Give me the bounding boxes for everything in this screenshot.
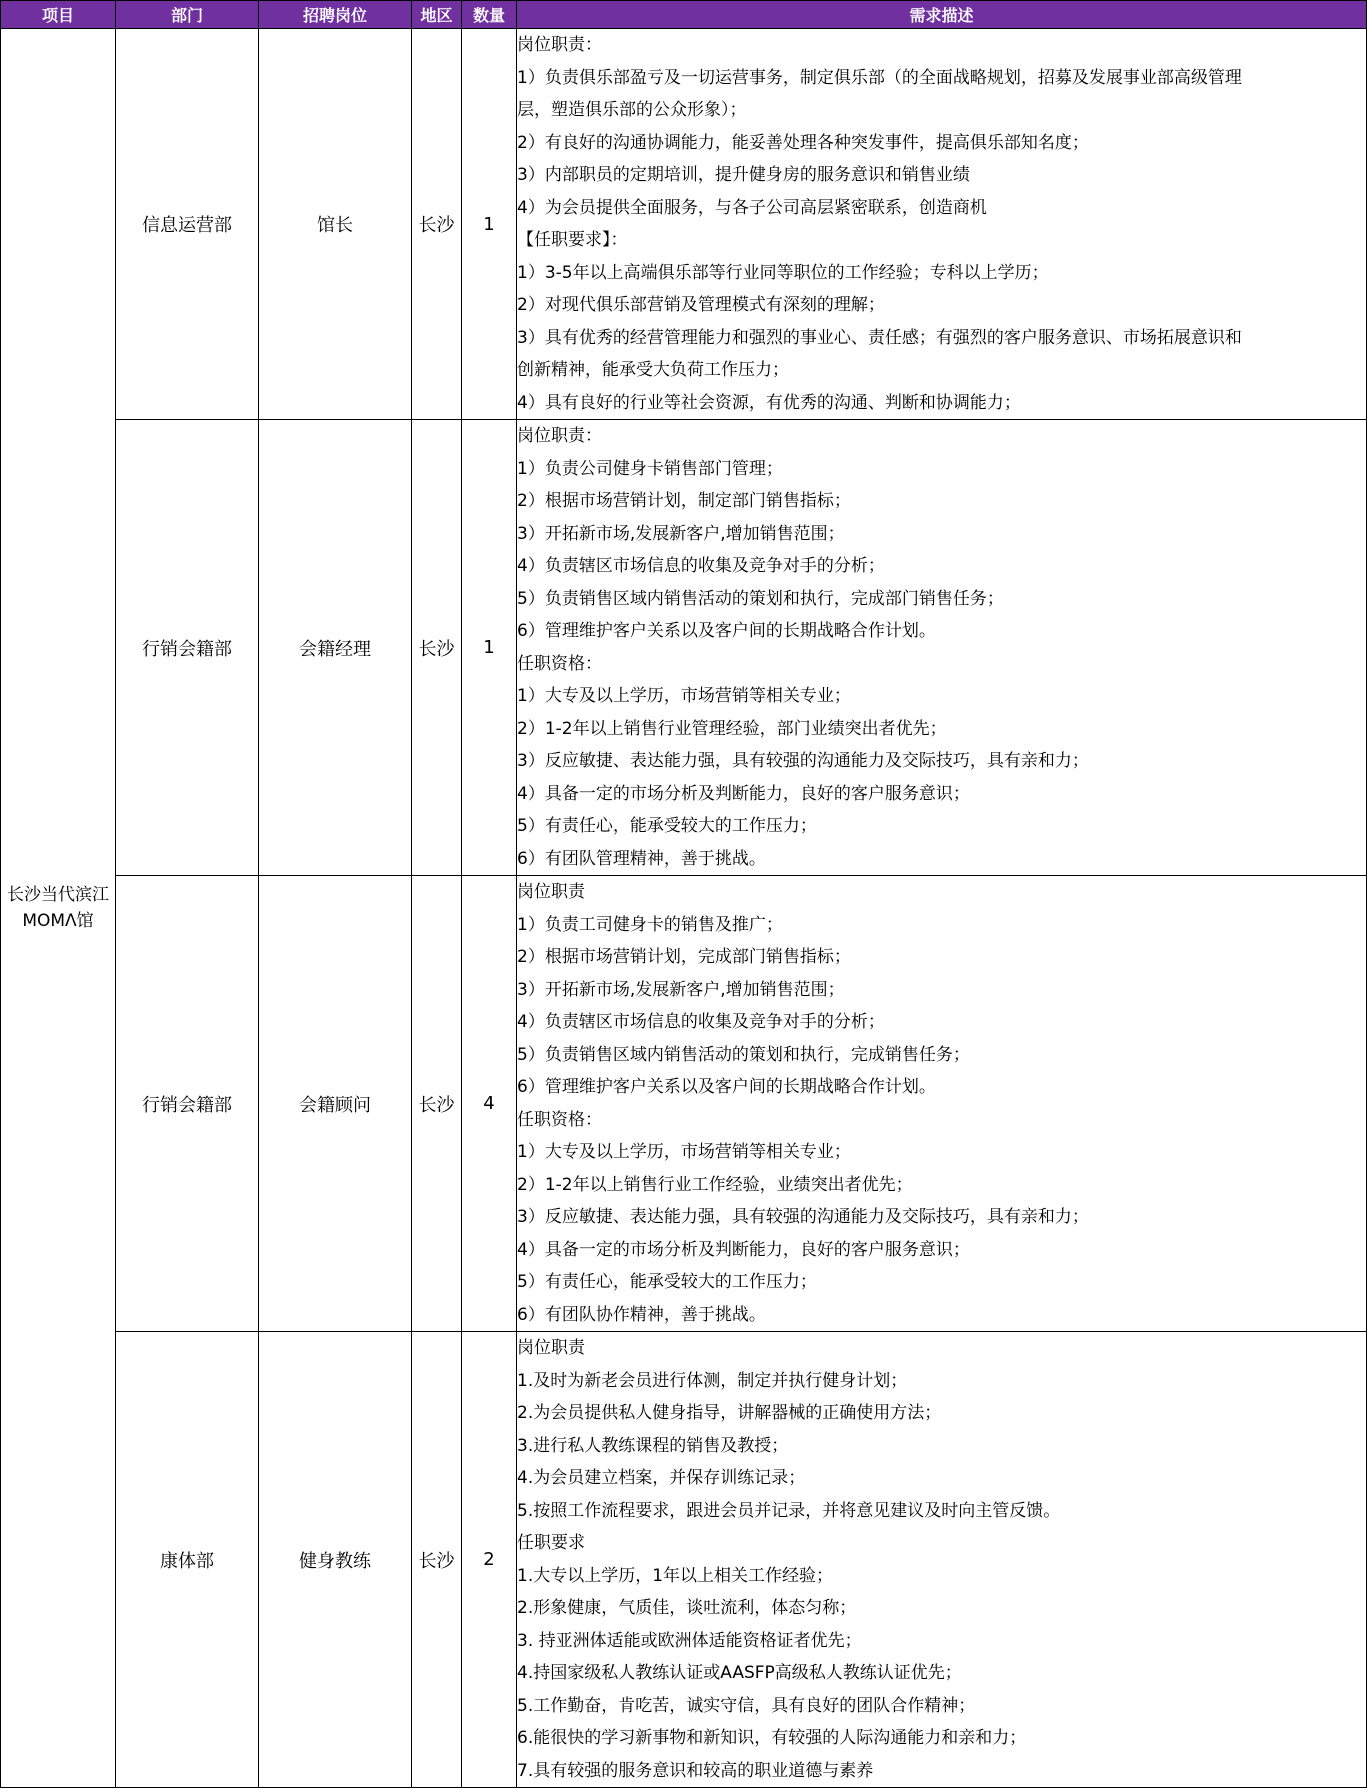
header-description: 需求描述 [517,1,1367,29]
description-line: 4）具备一定的市场分析及判断能力，良好的客户服务意识； [517,1239,970,1260]
description-line: 4）具有良好的行业等社会资源，有优秀的沟通、判断和协调能力； [517,392,1021,413]
description-line: 2）1-2年以上销售行业管理经验，部门业绩突出者优先； [517,718,947,739]
table-row [1,876,1367,1332]
description-line: 【任职要求】： [517,230,628,250]
region-cell: 长沙 [412,29,462,420]
project-name-line1: 长沙当代滨江 [7,885,109,905]
description-line: 1.及时为新老会员进行体测，制定并执行健身计划； [517,1370,908,1391]
description-line: 2）对现代俱乐部营销及管理模式有深刻的理解； [517,295,885,315]
count-cell: 1 [462,29,517,420]
description-line: 2）1-2年以上销售行业工作经验，业绩突出者优先； [517,1174,913,1195]
department-cell: 行销会籍部 [116,876,259,1332]
header-project: 项目 [1,1,116,29]
description-line: 3）开拓新市场,发展新客户,增加销售范围； [517,523,845,544]
description-cell [517,29,1367,420]
description-line: 岗位职责： [517,35,602,55]
department-cell: 信息运营部 [116,29,259,420]
region-cell: 长沙 [412,1332,462,1788]
description-line: 4）具备一定的市场分析及判断能力，良好的客户服务意识； [517,783,970,804]
count-cell: 1 [462,420,517,876]
position-cell: 馆长 [259,29,412,420]
description-line: 任职资格： [517,653,602,674]
description-line: 6）管理维护客户关系以及客户间的长期战略合作计划。 [517,1077,936,1097]
project-name-line2: MOMΛ馆 [22,911,94,931]
description-line: 1）大专及以上学历，市场营销等相关专业； [517,1142,851,1162]
description-line: 1）大专及以上学历，市场营销等相关专业； [517,686,851,706]
description-line: 1.大专以上学历，1年以上相关工作经验； [517,1565,834,1586]
description-line: 任职资格： [517,1109,602,1130]
description-line: 4）为会员提供全面服务，与各子公司高层紧密联系，创造商机 [517,197,987,218]
description-line: 5.工作勤奋，肯吃苦，诚实守信，具有良好的团队合作精神； [517,1695,976,1716]
description-line: 6）管理维护客户关系以及客户间的长期战略合作计划。 [517,621,936,641]
description-cell [517,420,1367,876]
description-line: 2）有良好的沟通协调能力，能妥善处理各种突发事件，提高俱乐部知名度； [517,132,1089,153]
description-line: 4）负责辖区市场信息的收集及竞争对手的分析； [517,556,885,576]
position-cell: 会籍顾问 [259,876,412,1332]
header-region: 地区 [412,1,462,29]
header-row [1,1,1367,29]
description-line: 6）有团队协作精神，善于挑战。 [517,1304,766,1325]
description-line: 层，塑造俱乐部的公众形象）； [517,100,747,120]
region-cell: 长沙 [412,876,462,1332]
count-cell: 2 [462,1332,517,1788]
description-line: 1）负责工司健身卡的销售及推广； [517,914,783,935]
description-line: 1）3-5年以上高端俱乐部等行业同等职位的工作经验；专科以上学历； [517,262,1049,283]
description-cell [517,876,1367,1332]
description-line: 6.能很快的学习新事物和新知识，有较强的人际沟通能力和亲和力； [517,1728,1027,1748]
table-row [1,1332,1367,1788]
description-line: 3）反应敏捷、表达能力强，具有较强的沟通能力及交际技巧，具有亲和力； [517,751,1089,771]
description-line: 7.具有较强的服务意识和较高的职业道德与素养 [517,1760,874,1781]
table-row [1,29,1367,420]
description-line: 3）反应敏捷、表达能力强，具有较强的沟通能力及交际技巧，具有亲和力； [517,1207,1089,1227]
description-line: 5）负责销售区域内销售活动的策划和执行，完成部门销售任务； [517,588,1004,609]
description-line: 3. 持亚洲体适能或欧洲体适能资格证者优先； [517,1630,862,1651]
description-line: 4.持国家级私人教练认证或AASFP高级私人教练认证优先； [517,1663,962,1683]
department-cell: 康体部 [116,1332,259,1788]
description-line: 3）内部职员的定期培训，提升健身房的服务意识和销售业绩 [517,165,970,185]
table-row [1,420,1367,876]
description-line: 岗位职责 [517,882,585,902]
description-line: 岗位职责： [517,426,602,446]
description-line: 3）开拓新市场,发展新客户,增加销售范围； [517,979,845,1000]
header-department: 部门 [116,1,259,29]
description-line: 3）具有优秀的经营管理能力和强烈的事业心、责任感；有强烈的客户服务意识、市场拓展意识和 [517,327,1242,348]
description-line: 2.形象健康，气质佳，谈吐流利，体态匀称； [517,1598,857,1618]
project-cell [1,29,116,1788]
position-cell: 健身教练 [259,1332,412,1788]
description-line: 岗位职责 [517,1338,585,1358]
header-position: 招聘岗位 [259,1,412,29]
description-line: 5.按照工作流程要求，跟进会员并记录，并将意见建议及时向主管反馈。 [517,1500,1061,1521]
description-line: 5）有责任心，能承受较大的工作压力； [517,1272,817,1292]
description-cell [517,1332,1367,1788]
description-line: 6）有团队管理精神，善于挑战。 [517,848,766,869]
count-cell: 4 [462,876,517,1332]
region-cell: 长沙 [412,420,462,876]
description-line: 2）根据市场营销计划，制定部门销售指标； [517,491,851,511]
description-line: 2.为会员提供私人健身指导，讲解器械的正确使用方法； [517,1403,942,1423]
description-line: 任职要求 [517,1533,585,1553]
description-line: 1）负责公司健身卡销售部门管理； [517,458,783,479]
position-cell: 会籍经理 [259,420,412,876]
description-line: 1）负责俱乐部盈亏及一切运营事务，制定俱乐部（的全面战略规划，招募及发展事业部高级管理 [517,67,1242,88]
department-cell: 行销会籍部 [116,420,259,876]
description-line: 5）有责任心，能承受较大的工作压力； [517,816,817,836]
description-line: 4.为会员建立档案，并保存训练记录； [517,1468,806,1488]
description-line: 3.进行私人教练课程的销售及教授； [517,1435,789,1456]
description-line: 2）根据市场营销计划，完成部门销售指标； [517,947,851,967]
description-line: 5）负责销售区域内销售活动的策划和执行，完成销售任务； [517,1044,970,1065]
description-line: 创新精神，能承受大负荷工作压力； [517,360,789,380]
header-count: 数量 [462,1,517,29]
description-line: 4）负责辖区市场信息的收集及竞争对手的分析； [517,1012,885,1032]
